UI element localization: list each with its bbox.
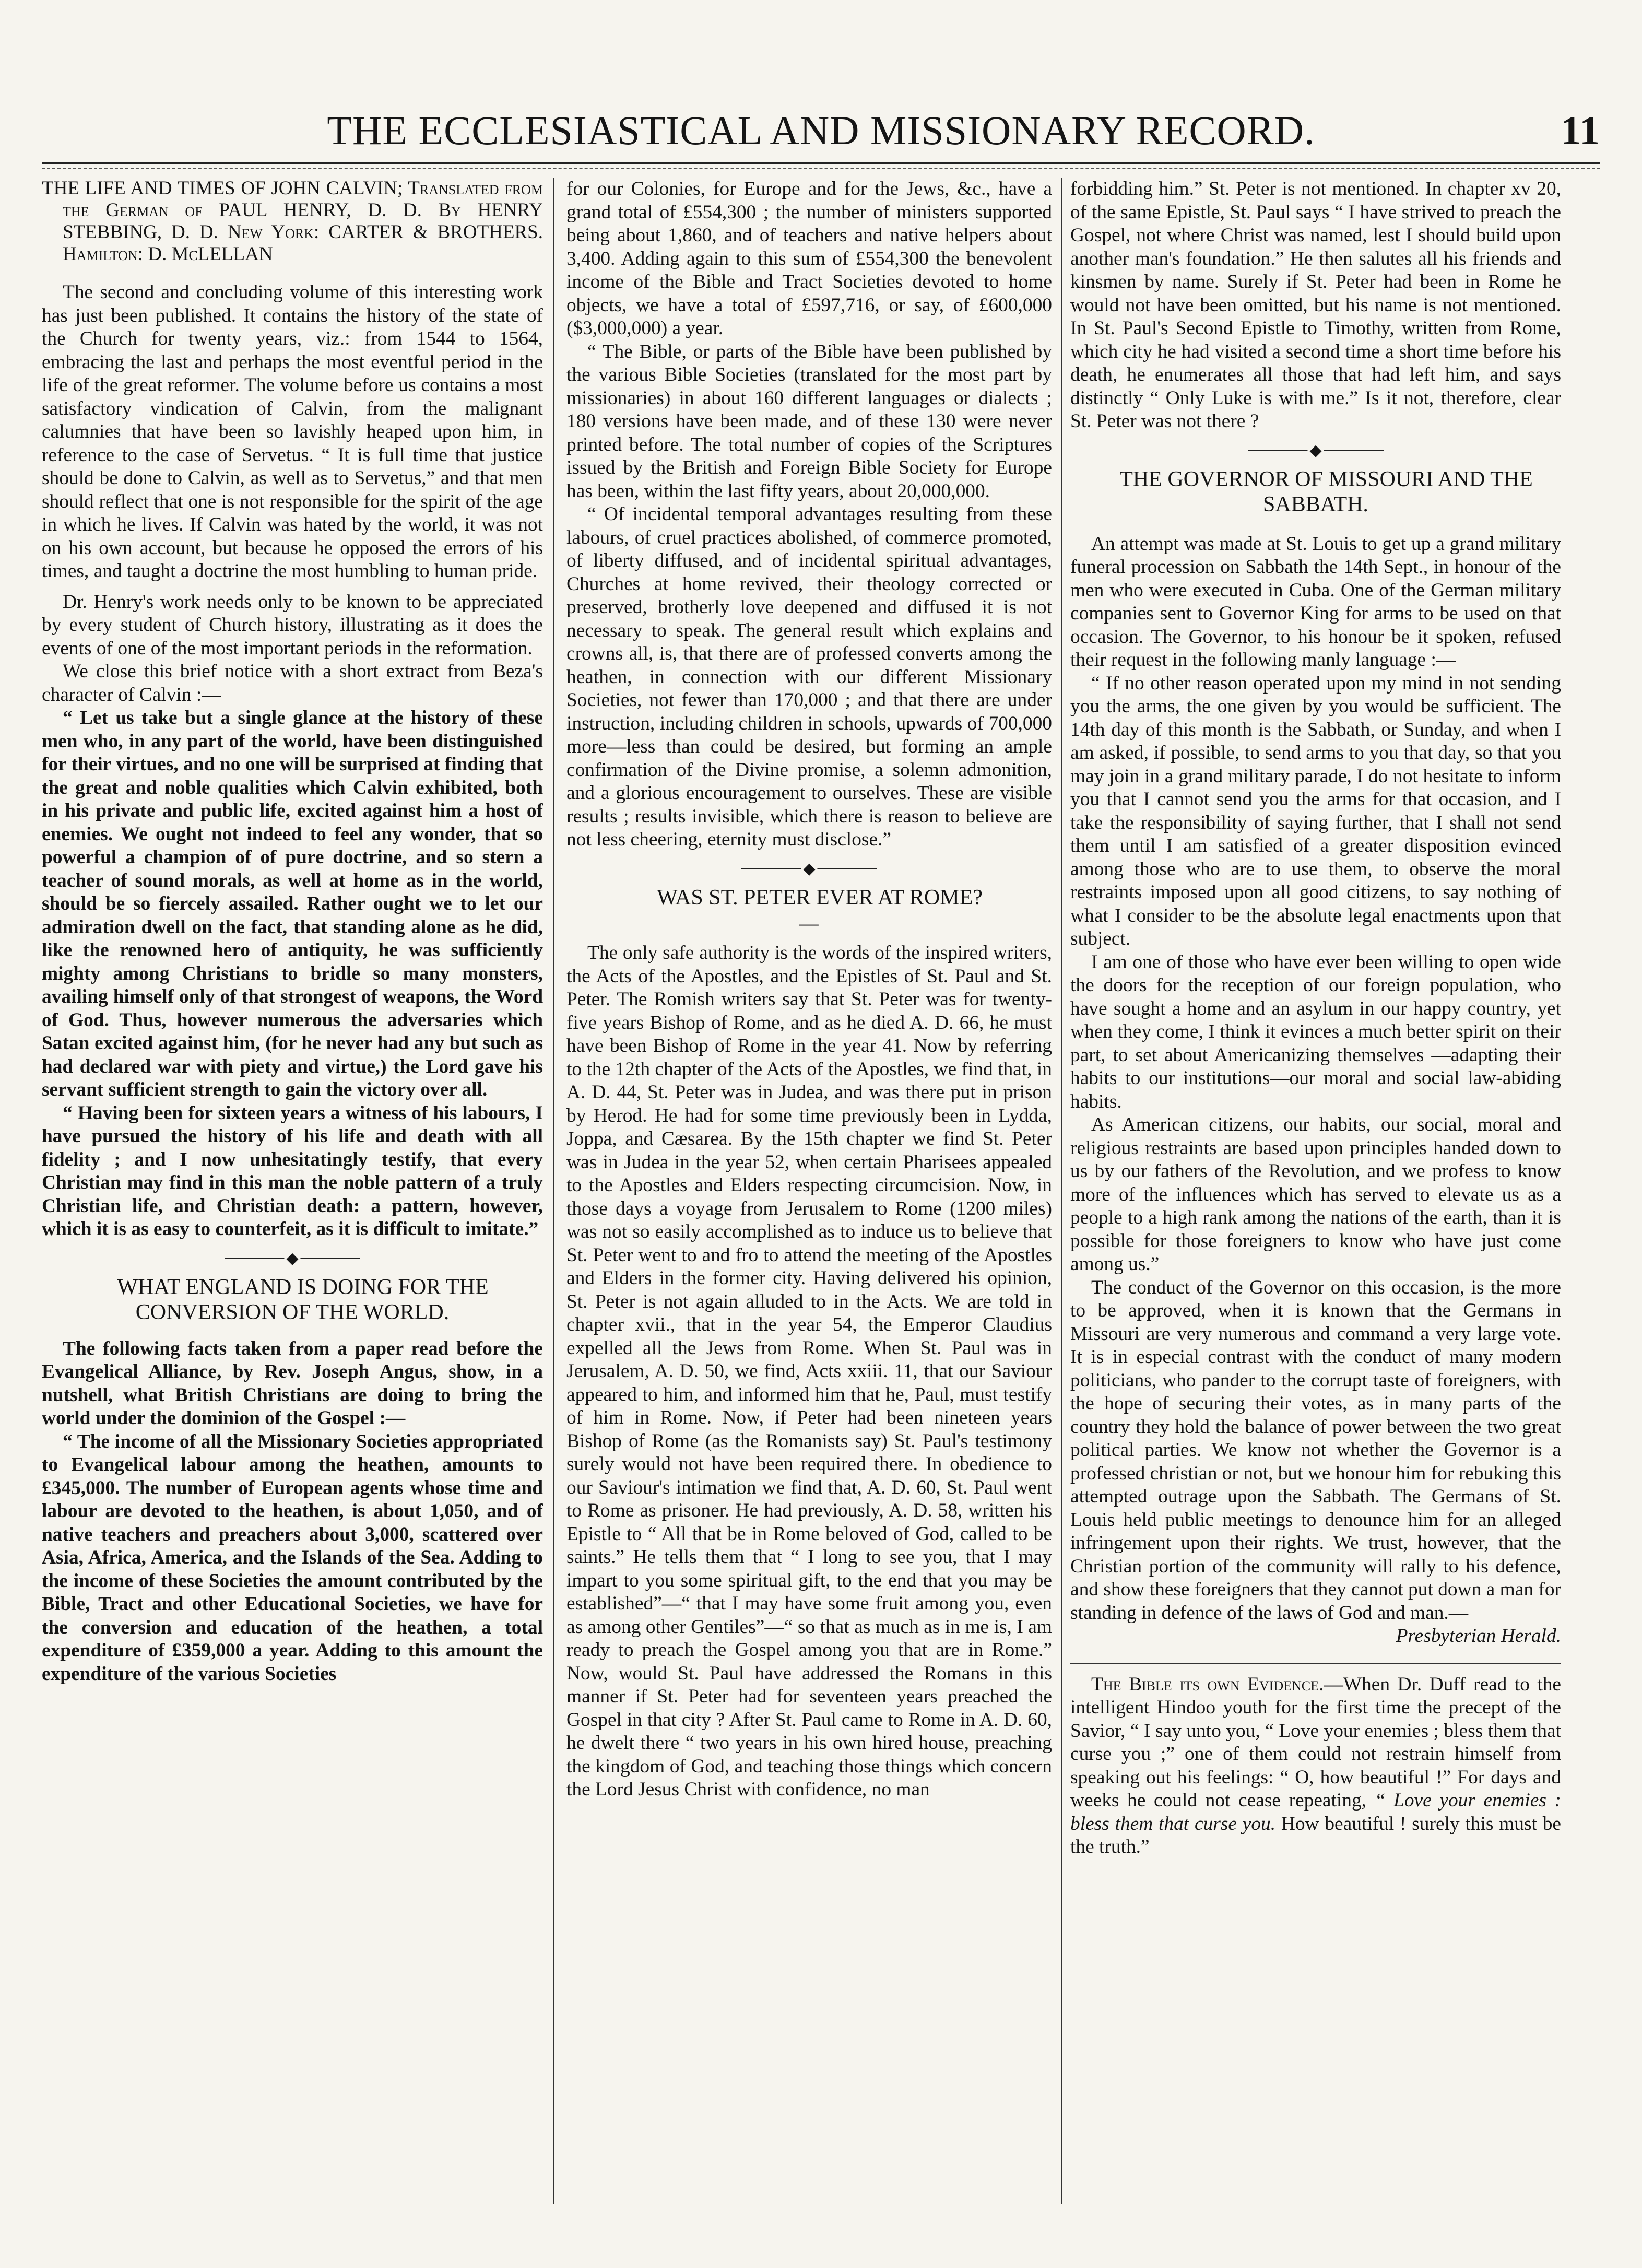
quote-paragraph: “ Let us take but a single glance at the history of these men who, in any part of the world, have been distinguished for their virtues, and no one will be surprised at finding that the great and noble qualities which Calvin exhibited, both in his private and public life, excited against him a host of enemies. We ought not indeed to feel any wonder, that so powerful a champion of of pure doctrine, and so stern a teacher of sound morals, as well at home as in the world, should be so fiercely assailed. Rather ought we to let our admiration dwell on the fact, that standing alone as he did, like the renowned hero of antiquity, he was sufficiently mighty among Christians to bridle so many monsters, availing himself only of that strongest of weapons, the Word of God. Thus, however numerous the adversaries which Satan excited against him, (for he never had any but such as had declared war with piety and virtue,) the Lord gave his servant sufficient strength to gain the victory over all. (42, 707, 543, 1100)
masthead (42, 104, 1600, 157)
article-paragraph: An attempt was made at St. Louis to get up a grand military funeral procession on Sabbath the 14th Sept., in honour of the men who were executed in Cuba. One of the German military companies sent to Governor King for arms to be used on that occasion. The Governor, to his honour be it spoken, refused their request in the following manly language :— (1070, 533, 1561, 671)
page-number: 11 (1561, 108, 1600, 153)
publication-title: THE ECCLESIASTICAL AND MISSIONARY RECORD. (327, 108, 1315, 153)
article-paragraph: forbidding him.” St. Peter is not mentioned. In chapter xv 20, of the same Epistle, St. Paul says “ I have strived to preach the Gospel, not where Christ was named, lest I should build upon another man's foundation.” He then salutes all his friends and kinsmen by name. Surely if St. Peter had been in Rome he would not have been omitted, but his name is not mentioned. In St. Paul's Second Epistle to Timothy, written from Rome, which city he had visited a second time a short time before his death, he enumerates all those that had left him, and says distinctly “ Only Luke is with me.” Is it not, therefore, clear St. Peter was not there ? (1070, 178, 1561, 432)
section-heading: WHAT ENGLAND IS DOING FOR THE CONVERSION OF THE WORLD. (117, 1275, 489, 1324)
article-paragraph: Dr. Henry's work needs only to be known to be appreciated by every student of Church history, illustrating as it does the events of one of the most important periods in the reformation. (42, 591, 543, 659)
review-heading: THE LIFE AND TIMES OF JOHN CALVIN; Translated from the German of PAUL HENRY, D. D. By HENRY STEBBING, D. D. New York: CARTER & BROTHERS. Hamilton: D. McLELLAN (42, 178, 543, 265)
section-ornament (225, 1258, 360, 1277)
article-paragraph: The conduct of the Governor on this occasion, is the more to be approved, when it is known that the Germans in Missouri are very numerous and command a very large vote. It is in especial contrast with the conduct of many modern politicians, who pander to the corrupt taste of foreigners, with the hope of securing their votes, as in many parts of the country they hold the balance of power between the two great political parties. We know not whether the Governor is a professed christian or not, but we honour him for rebuking this attempted outrage upon the Sabbath. The Germans of St. Louis held public meetings to denounce him for an alleged infringement upon their rights. We trust, however, that the Christian portion of the community will rally to his defence, and show these foreigners that they cannot put down a man for standing in defence of the laws of God and man.— (1070, 1276, 1561, 1624)
paragraph-text: —When Dr. Duff read to the intelligent Hindoo youth for the first time the precept of the Savior, “ I say unto you, “ Love your enemies ; bless them that curse you ;” one of them could not restrain himself from speaking out his feelings: “ O, how beautiful !” For days and weeks he could not cease repeating, (1070, 1673, 1561, 1811)
article-paragraph: The following facts taken from a paper read before the Evangelical Alliance, by Rev. Joseph Angus, show, in a nutshell, what British Christians are doing to bring the world under the dominion of the Gospel :— (42, 1337, 543, 1429)
article-paragraph: As American citizens, our habits, our social, moral and religious restraints are based upon principles handed down to us by our fathers of the Revolution, and we profess to know more of the influences which has served to elevate us as a people to a high rank among the nations of the earth, than it is possible for those foreigners to know who have just come among us.” (1070, 1114, 1561, 1275)
source-attribution: Presbyterian Herald. (1396, 1625, 1561, 1647)
section-rule (1070, 1663, 1561, 1664)
article-paragraph: “ Of incidental temporal advantages resulting from these labours, of cruel practices abolished, of commerce promoted, of liberty diffused, and of incidental spiritual advantages, Churches at home revived, their theology corrected or preserved, brotherly love deepened and diffused it is not necessary to speak. The general result which explains and crowns all, is, that there are of professed converts among the heathen, in connection with our different Missionary Societies, not fewer than 170,000 ; and that there are under instruction, including children in schools, upwards of 700,000 more—less than could be desired, but forming an ample confirmation of the Divine promise, a solemn admonition, and a glorious encouragement to ourselves. These are visible results ; results invisible, which there is reason to believe are not less cheering, eternity must disclose.” (566, 503, 1052, 850)
section-ornament (741, 868, 877, 887)
header-rule (42, 162, 1600, 164)
paragraph-end: How beautiful ! surely this must be the truth.” (1070, 1813, 1561, 1858)
article-paragraph: The second and concluding volume of this interesting work has just been published. It contains the history of the state of the Church for twenty years, viz.: from 1544 to 1564, embracing the last and perhaps the most eventful period in the life of the great reformer. The volume before us contains a most satisfactory vindication of Calvin, from the malignant calumnies that have been so lavishly heaped upon him, in reference to the case of Servetus. “ It is full time that justice should be done to Calvin, as well as to Servetus,” and that men should reflect that one is not responsible for the spirit of the age in which he lives. If Calvin was hated by the world, it was not on his own account, but because he opposed the errors of his times, and taught a doctrine the most humbling to human pride. (42, 281, 543, 582)
section-heading: THE GOVERNOR OF MISSOURI AND THE SABBATH. (1119, 467, 1533, 516)
column-3 (1070, 178, 1561, 2209)
article-paragraph: The only safe authority is the words of the inspired writers, the Acts of the Apostles, and the Epistles of St. Paul and St. Peter. The Romish writers say that St. Peter was for twenty-five years Bishop of Rome, and as he died A. D. 66, he must have been Bishop of Rome in the year 41. Now by referring to the 12th chapter of the Acts of the Apostles, we find that, in A. D. 44, St. Peter was in Judea, and was there put in prison by Herod. He had for some time previously been in Lydda, Joppa, and Cæsarea. By the 15th chapter we find St. Peter was in Judea in the year 52, when certain Pharisees appealed to the Apostles and Elders respecting circumcision. Now, in those days a voyage from Jerusalem to Rome (1200 miles) was not so easily accomplished as to induce us to believe that St. Peter went to and fro to attend the meeting of the Apostles and Elders in the former city. Having delivered his opinion, St. Peter is not again alluded to in the Acts. We are told in chapter xvii., that in the year 54, the Emperor Claudius expelled all the Jews from Rome. When St. Paul was in Jerusalem, A. D. 50, we find, Acts xxiii. 11, that our Saviour appeared to him, and informed him that he, Paul, must testify of him in Rome. Now, if Peter had been nineteen years Bishop of Rome (as the Romanists say) St. Paul's testimony surely would not have been required there. In obedience to our Saviour's intimation we find that, A. D. 60, St. Paul went to Rome as prisoner. He had previously, A. D. 58, written his Epistle to “ All that be in Rome beloved of God, called to be saints.” He tells them that “ I long to see you, that I may impart to you some spiritual gift, to the end that you may be established”—“ that I may have some fruit among you, even as among other Gentiles”—“ so that as much as in me is, I am ready to preach the Gospel among you that are in Rome.” Now, would St. Paul have addressed the Romans in this manner if St. Peter had for seventeen years preached the Gospel in that city ? After St. Paul came to Rome in A. D. 60, he dwelt there “ two years in his own hired house, preaching the kingdom of God, and teaching those things which concern the Lord Jesus Christ with confidence, no man (566, 942, 1052, 1800)
column-2 (566, 178, 1052, 2209)
section-heading: WAS ST. PETER EVER AT ROME? (657, 885, 983, 910)
column-1 (42, 178, 543, 2209)
article-paragraph: “ If no other reason operated upon my mind in not sending you the arms, the one given by you would be sufficient. The 14th day of this month is the Sabbath, or Sunday, and when I am asked, if possible, to send arms to you that day, so that you may join in a grand military parade, I do not hesitate to inform you that I cannot send you the arms for that occasion, and I take the responsibility of saying further, that I shall not send them until I am satisfied of a greater disposition evinced among those who are to use them, to observe the moral restraints imposed upon all good citizens, to say nothing of what I consider to be the absolute legal enactments upon that subject. (1070, 672, 1561, 949)
header-dashed-rule (42, 168, 1600, 169)
article-paragraph (1070, 1673, 1561, 1859)
paragraph-lead: The Bible its own Evidence. (1091, 1673, 1324, 1695)
column-divider (553, 178, 554, 2204)
paragraph-italic: “ Love your enemies : bless them that curse you. (1070, 1790, 1561, 1835)
article-paragraph: for our Colonies, for Europe and for the Jews, &c., have a grand total of £554,300 ; the number of ministers supported being about 1,860, and of teachers and native helpers about 3,400. Adding again to this sum of £554,300 the benevolent income of the Bible and Tract Societies devoted to home objects, we have a total of £597,716, or say, of £600,000 ($3,000,000) a year. (566, 178, 1052, 339)
article-paragraph: We close this brief notice with a short extract from Beza's character of Calvin :— (42, 661, 543, 706)
section-ornament (1248, 450, 1384, 469)
quote-paragraph: “ The income of all the Missionary Societies appropriated to Evangelical labour among the heathen, amounts to £345,000. The number of European agents whose time and labour are devoted to the heathen, is about 1,050, and of native teachers and preachers about 3,000, scattered over Asia, Africa, America, and the Islands of the Sea. Adding to the income of these Societies the amount contributed by the Bible, Tract and other Educational Societies, we have for the conversion and education of the heathen, a total expenditure of £359,000 a year. Adding to this amount the expenditure of the various Societies (42, 1430, 543, 1685)
article-paragraph: I am one of those who have ever been willing to open wide the doors for the reception of our foreign population, who have sought a home and an asylum in our happy country, yet when they come, I think it evinces a much better spirit on their part, to set about Americanizing themselves —adapting their habits to our institutions—our moral and social law-abiding habits. (1070, 951, 1561, 1112)
heading-dash: — (799, 912, 820, 934)
article-paragraph: “ The Bible, or parts of the Bible have been published by the various Bible Societies (translated for the most part by missionaries) in about 160 different languages or dialects ; 180 versions have been made, and of these 130 were never printed before. The total number of copies of the Scriptures issued by the British and Foreign Bible Society for Europe has been, within the last fifty years, about 20,000,000. (566, 340, 1052, 502)
quote-paragraph: “ Having been for sixteen years a witness of his labours, I have pursued the history of his life and death with all fidelity ; and I now unhesitatingly testify, that every Christian may find in this man the noble pattern of a truly Christian life, and Christian death: a pattern, however, which it is as easy to counterfeit, as it is difficult to imitate.” (42, 1102, 543, 1240)
column-divider (1061, 178, 1062, 2204)
